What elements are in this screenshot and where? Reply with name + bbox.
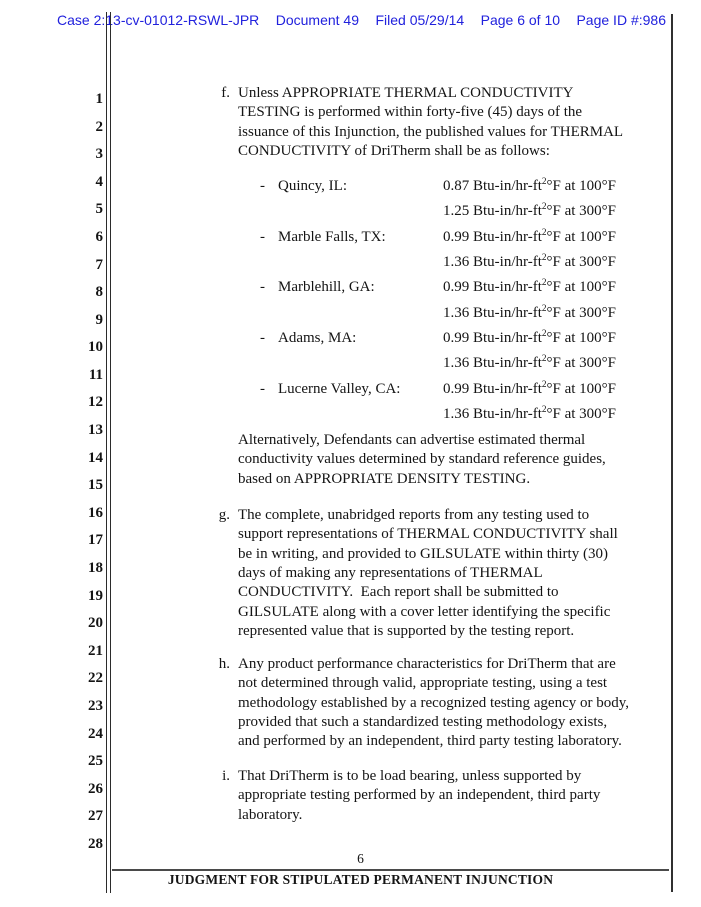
list-dash: -: [260, 330, 265, 347]
conductivity-row: [238, 227, 668, 252]
line-number: 25: [88, 753, 103, 770]
line-number: 20: [88, 615, 103, 632]
list-dash: -: [260, 178, 265, 194]
page-id: Page ID #:986: [576, 12, 666, 28]
location-name: Lucerne Valley, CA:: [278, 380, 401, 397]
footer-page-number: 6: [357, 851, 364, 866]
text-line: laboratory.: [238, 806, 303, 823]
conductivity-row-continued: [238, 201, 668, 226]
conductivity-row: [238, 176, 668, 201]
conductivity-value: 1.25 Btu-$in/hr-ft^2^\circ F$ at 300°F: [443, 202, 617, 220]
text-line: The complete, unabridged reports from any testing used to: [238, 507, 590, 523]
conductivity-value: 0.99 Btu-$in/hr-ft^2^\circ F$ at 100°F: [443, 227, 617, 245]
paragraph-alternative: [238, 431, 606, 489]
location-name: Quincy, IL:: [278, 178, 348, 194]
line-number: 3: [95, 146, 103, 163]
page-of: Page 6 of 10: [480, 12, 561, 28]
line-number: 16: [88, 504, 103, 521]
line-number: 15: [88, 477, 103, 494]
text-line: That DriTherm is to be load bearing, unless supported by: [238, 768, 582, 784]
line-number: 21: [88, 642, 103, 659]
line-number: 12: [88, 394, 103, 411]
line-number: 27: [88, 808, 103, 825]
line-number: 6: [95, 228, 103, 245]
line-number: 10: [88, 339, 103, 356]
conductivity-value: 1.36 Btu-$in/hr-ft^2^\circ F$ at 300°F: [443, 405, 617, 423]
conductivity-value: 0.87 Btu-$in/hr-ft^2^\circ F$ at 100°F: [443, 177, 617, 194]
conductivity-row-continued: [238, 252, 668, 277]
superscript: 2: [541, 405, 547, 416]
line-number: 2: [95, 118, 103, 135]
footer-title: JUDGMENT FOR STIPULATED PERMANENT INJUNCTION: [167, 872, 554, 887]
conductivity-row: [238, 328, 668, 353]
text-line: and performed by an independent, third party testing laboratory.: [238, 733, 622, 750]
case-number: Case 2:13-cv-01012-RSWL-JPR: [57, 12, 260, 28]
text-line: methodology established by a recognized testing agency or body,: [238, 694, 630, 711]
line-number: 18: [88, 560, 103, 577]
text-line: based on APPROPRIATE DENSITY TESTING.: [238, 470, 531, 487]
text-line: appropriate testing performed by an independent, third party: [238, 787, 601, 804]
paragraph-label-h: h.: [218, 656, 230, 672]
right-rule: [671, 14, 673, 892]
paragraph-label-i: i.: [222, 768, 230, 784]
text-line: conductivity values determined by standard reference guides,: [238, 451, 606, 468]
superscript: 2: [541, 253, 547, 264]
conductivity-list: [238, 176, 668, 429]
superscript: 2: [541, 278, 547, 289]
conductivity-row: [238, 277, 668, 302]
conductivity-value: 0.99 Btu-$in/hr-ft^2^\circ F$ at 100°F: [443, 278, 617, 296]
superscript: 2: [541, 354, 547, 365]
line-number: 5: [95, 201, 103, 218]
superscript: 2: [541, 202, 547, 213]
list-dash: -: [260, 279, 265, 296]
location-name: Marble Falls, TX:: [278, 228, 386, 245]
text-line: days of making any representations of THERMAL: [238, 565, 543, 582]
conductivity-value: 1.36 Btu-$in/hr-ft^2^\circ F$ at 300°F: [443, 253, 617, 271]
line-number: 11: [88, 366, 103, 383]
text-line: GILSULATE along with a cover letter identifying the specific: [238, 603, 611, 620]
location-name: Adams, MA:: [278, 330, 357, 347]
text-line: Alternatively, Defendants can advertise estimated thermal: [238, 432, 586, 448]
filed-date: Filed 05/29/14: [375, 12, 465, 28]
line-number: 28: [88, 835, 103, 852]
conductivity-row-continued: [238, 353, 668, 378]
case-header: [57, 12, 666, 28]
text-line: be in writing, and provided to GILSULATE within thirty (30): [238, 545, 608, 562]
line-number: 22: [88, 670, 103, 687]
list-dash: -: [260, 228, 265, 245]
conductivity-value: 0.99 Btu-$in/hr-ft^2^\circ F$ at 100°F: [443, 329, 617, 347]
text-line: Unless APPROPRIATE THERMAL CONDUCTIVITY: [238, 85, 574, 101]
line-number: 17: [88, 532, 103, 549]
conductivity-row-continued: [238, 404, 668, 429]
conductivity-value: 1.36 Btu-$in/hr-ft^2^\circ F$ at 300°F: [443, 354, 617, 372]
line-number: 1: [95, 91, 103, 107]
line-number: 24: [88, 725, 103, 742]
text-line: not determined through valid, appropriate testing, using a test: [238, 675, 608, 692]
text-line: Any product performance characteristics for DriTherm that are: [238, 656, 616, 672]
superscript: 2: [541, 227, 547, 238]
line-number: 4: [95, 173, 103, 190]
line-number: 7: [95, 256, 103, 273]
paragraph-label-g: g.: [218, 507, 230, 523]
text-line: issuance of this Injunction, the published values for THERMAL: [238, 123, 624, 140]
text-line: represented value that is supported by the testing report.: [238, 623, 575, 640]
paragraph-h: [238, 655, 629, 752]
paragraph-label-f: f.: [221, 85, 230, 101]
left-double-rule: [106, 12, 111, 893]
line-number: 14: [88, 449, 103, 466]
line-number: 13: [88, 422, 103, 439]
line-number: 26: [88, 780, 103, 797]
conductivity-value: 0.99 Btu-$in/hr-ft^2^\circ F$ at 100°F: [443, 379, 617, 397]
text-line: TESTING is performed within forty-five (45) days of the: [238, 104, 583, 121]
text-line: CONDUCTIVITY of DriTherm shall be as follows:: [238, 143, 550, 160]
conductivity-row: [238, 379, 668, 404]
document-number: Document 49: [275, 12, 360, 28]
line-number: 8: [95, 284, 103, 301]
line-number: 23: [88, 697, 103, 714]
list-dash: -: [260, 380, 265, 397]
text-line: CONDUCTIVITY. Each report shall be submitted to: [238, 584, 559, 601]
footer-divider: [112, 869, 669, 871]
superscript: 2: [541, 303, 547, 314]
line-number: 9: [95, 311, 103, 328]
superscript: 2: [541, 177, 547, 187]
superscript: 2: [541, 329, 547, 340]
superscript: 2: [541, 379, 547, 390]
paragraph-f: [238, 84, 623, 161]
paragraph-i: [238, 767, 600, 825]
conductivity-value: 1.36 Btu-$in/hr-ft^2^\circ F$ at 300°F: [443, 303, 617, 321]
location-name: Marblehill, GA:: [278, 279, 375, 296]
conductivity-row-continued: [238, 303, 668, 328]
line-number: 19: [88, 587, 103, 604]
text-line: provided that such a standardized testing methodology exists,: [238, 714, 608, 731]
text-line: support representations of THERMAL CONDUCTIVITY shall: [238, 526, 618, 543]
paragraph-g: [238, 506, 618, 641]
